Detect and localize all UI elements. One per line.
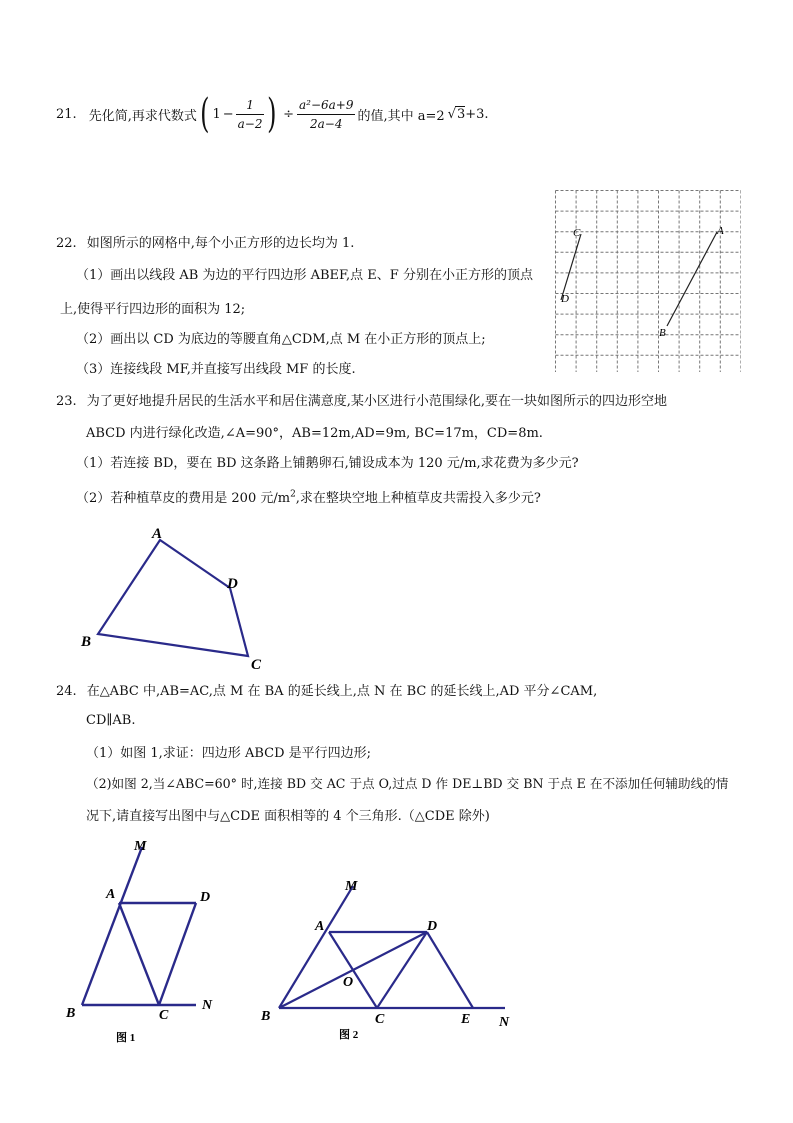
q22-part-2: （2）画出以 CD 为底边的等腰直角△CDM,点 M 在小正方形的顶点上; [76, 332, 486, 347]
question-text: 如图所示的网格中,每个小正方形的边长均为 1. [86, 236, 355, 251]
question-24-line1 [56, 680, 597, 699]
grid-lines [556, 191, 741, 373]
segment-AB [667, 232, 717, 326]
fraction-2-numerator: a²−6a+9 [297, 96, 356, 115]
sqrt-argument: 3 [456, 107, 466, 122]
quad-label-D: D [227, 576, 238, 592]
fig1-caption: 图 1 [116, 1032, 136, 1044]
q23-line2: ABCD 内进行绿化改造,∠A=90°，AB=12m,AD=9m, BC=17m，CD=8m. [86, 426, 543, 441]
question-text-suffix: 的值,其中 a=2 [357, 108, 445, 124]
quadrilateral-ABCD [98, 540, 248, 656]
figure-1 [60, 835, 230, 1045]
right-paren: ) [267, 91, 277, 137]
fig1-label-C: C [159, 1008, 169, 1023]
fig2-label-D: D [427, 919, 438, 934]
q22-part-3: （3）连接线段 MF,并直接写出线段 MF 的长度. [76, 362, 356, 377]
line-BM [82, 847, 142, 1005]
q23-part-2-text-b: ,求在整块空地上种植草皮共需投入多少元? [295, 491, 541, 506]
math-one: 1 [212, 106, 221, 122]
fraction-2-denominator: 2a−4 [309, 116, 343, 131]
line-DE [427, 932, 473, 1008]
question-number: 24. [56, 684, 77, 699]
grid-label-D: D [561, 293, 569, 305]
fig2-label-A: A [315, 919, 325, 934]
grid-label-A: A [717, 225, 724, 237]
fig1-label-A: A [106, 887, 116, 902]
q23-part-1: （1）若连接 BD，要在 BD 这条路上铺鹅卵石,铺设成本为 120 元/m,求花费为多少元? [76, 456, 579, 471]
question-text-tail: +3. [465, 106, 489, 122]
sqrt-symbol: √ [447, 106, 456, 122]
q24-part-1: （1）如图 1,求证：四边形 ABCD 是平行四边形; [86, 746, 372, 761]
question-22-intro [56, 232, 354, 251]
question-23-line1 [56, 390, 667, 409]
fraction-1-denominator: a−2 [237, 116, 263, 131]
quadrilateral-figure [70, 520, 280, 675]
line-CD [377, 932, 427, 1008]
fig2-label-C: C [375, 1012, 385, 1027]
q24-line2: CD∥AB. [86, 713, 136, 728]
fig2-label-B: B [261, 1009, 271, 1024]
question-number: 21. [56, 106, 77, 122]
quad-label-B: B [81, 634, 92, 650]
q22-part-1b: 上,使得平行四边形的面积为 12; [60, 302, 246, 317]
q24-part-2b: 况下,请直接写出图中与△CDE 面积相等的 4 个三角形.（△CDE 除外) [86, 809, 490, 824]
question-text: 为了更好地提升居民的生活水平和居住满意度,某小区进行小范围绿化,要在一块如图所示的四边形空地 [86, 394, 667, 409]
q22-part-1a: （1）画出以线段 AB 为边的平行四边形 ABEF,点 E、F 分别在小正方形的顶点 [76, 268, 533, 283]
fig2-label-N: N [499, 1015, 510, 1030]
fig1-label-M: M [134, 839, 147, 854]
line-AC [119, 903, 159, 1005]
quad-label-A: A [152, 526, 163, 542]
fraction-1 [236, 96, 265, 133]
fig1-label-B: B [66, 1006, 76, 1021]
question-number: 23. [56, 394, 77, 409]
quad-label-C: C [251, 657, 262, 673]
question-number: 22. [56, 236, 77, 251]
fig1-label-N: N [202, 998, 213, 1013]
grid-label-C: C [573, 227, 581, 239]
question-text: 在△ABC 中,AB=AC,点 M 在 BA 的延长线上,点 N 在 BC 的延长线上,AD 平分∠CAM, [86, 684, 598, 699]
fig2-label-O: O [343, 975, 354, 990]
fig2-caption: 图 2 [339, 1029, 359, 1041]
q24-part-2a: （2)如图 2,当∠ABC=60° 时,连接 BD 交 AC 于点 O,过点 D 作 DE⊥BD 交 BN 于点 E 在不添加任何辅助线的情 [86, 776, 729, 791]
grid-figure [555, 190, 741, 372]
math-minus: − [222, 106, 234, 122]
fig2-label-E: E [461, 1012, 471, 1027]
q23-part-2 [76, 487, 541, 506]
fraction-2 [297, 96, 356, 133]
fig2-label-M: M [345, 879, 358, 894]
question-21 [56, 92, 489, 136]
q23-part-2-text-a: （2）若种植草皮的费用是 200 元/m [76, 491, 291, 506]
figure-2 [255, 870, 525, 1050]
fraction-1-numerator: 1 [236, 96, 265, 115]
superscript-2: 2 [290, 489, 296, 500]
math-divide: ÷ [283, 106, 294, 122]
fig1-label-D: D [200, 890, 211, 905]
grid-label-B: B [659, 327, 666, 339]
segment-CD [561, 234, 581, 300]
line-CD [159, 903, 196, 1005]
question-text: 先化简,再求代数式 [88, 108, 197, 124]
left-paren: ( [199, 91, 210, 137]
